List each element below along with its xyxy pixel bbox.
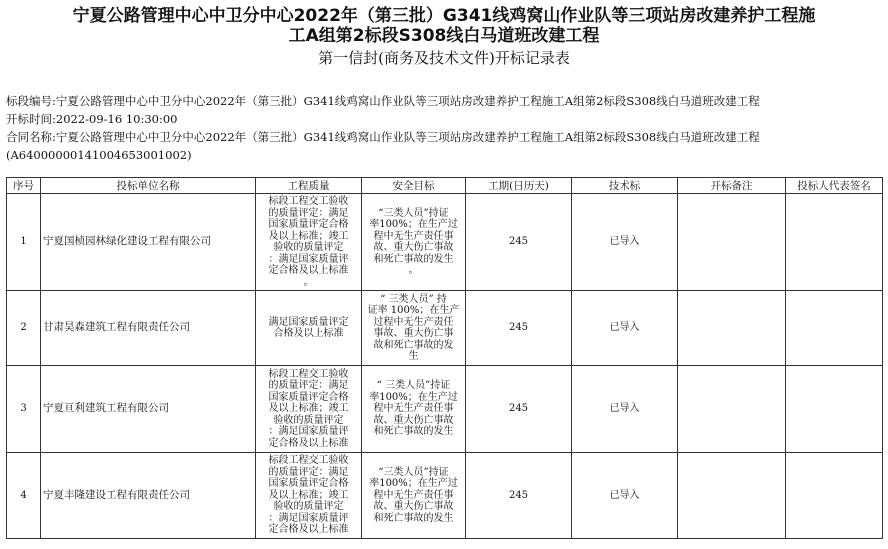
bid-opening-table [6,177,883,539]
table-row [7,366,883,453]
tech-cell: 已导入 [572,366,678,453]
safety-cell: “三类人员”持证 率100%；在生产过 程中无生产责任事 故、重大伤亡事故 和死亡事故的发生 [362,453,466,539]
table-header-row [7,178,883,194]
remark-cell [678,366,786,453]
row-no: 1 [7,194,41,291]
table-row [7,291,883,366]
title-line-1: 宁夏公路管理中心中卫分中心2022年（第三批）G341线鸡窝山作业队等三项站房改建养护工程施 [72,6,816,26]
bidder-name: 宁夏丰隆建设工程有限责任公司 [41,453,256,539]
quality-cell: 标段工程交工验收 的质量评定：满足 国家质量评定合格 及以上标准；竣工 验收的质量评定 ：满足国家质量评 定合格及以上标准 [256,453,362,539]
remark-cell [678,453,786,539]
signature-cell [786,194,883,291]
header-remark: 开标备注 [678,178,786,194]
safety-cell: “三类人员”持证 率100%；在生产过 程中无生产责任事 故、重大伤亡事故 和死亡事故的发生 。 [362,194,466,291]
quality-cell: 标段工程交工验收 的质量评定：满足 国家质量评定合格 及以上标准；竣工 验收的质量评定 ：满足国家质量评 定合格及以上标准 。 [256,194,362,291]
contract-code: (A640000001410046530010​02) [6,148,192,162]
header-duration: 工期(日历天) [466,178,572,194]
remark-cell [678,194,786,291]
table-row [7,194,883,291]
duration-cell: 245 [466,194,572,291]
bidder-name: 甘肃昊森建筑工程有限责任公司 [41,291,256,366]
document-subtitle: 第一信封(商务及技术文件)开标记录表 [318,49,570,67]
signature-cell [786,291,883,366]
document-title [0,6,888,46]
quality-cell: 标段工程交工验收 的质量评定：满足 国家质量评定合格 及以上标准；竣工 验收的质量评定 ：满足国家质量评 定合格及以上标准 [256,366,362,453]
title-line-2: 工A组第2标段S308线白马道班改建工程 [288,26,600,46]
contract-name: 合同名称:宁夏公路管理中心中卫分中心2022年（第三批）G341线鸡窝山作业队等三项站房改建养护工程施工A组第2标段S308线白马道班改建工程 [6,130,760,144]
header-safety: 安全目标 [362,178,466,194]
duration-cell: 245 [466,453,572,539]
row-no: 3 [7,366,41,453]
tech-cell: 已导入 [572,194,678,291]
remark-cell [678,291,786,366]
safety-cell: “ 三类人员” 持 证率 100%；在生产 过程中无生产责任 事故、重大伤亡事 故和死亡事故的发 生 [362,291,466,366]
header-no: 序号 [7,178,41,194]
bidder-name: 宁夏国桢园林绿化建设工程有限公司 [41,194,256,291]
table-row [7,453,883,539]
safety-cell: “ 三类人员”持证 率100%；在生产过 程中无生产责任事 故、重大伤亡事故 和死亡事故的发生 [362,366,466,453]
opening-time: 开标时间:2022-09-16 10:30:00 [6,112,178,126]
bidder-name: 宁夏亘利建筑工程有限公司 [41,366,256,453]
signature-cell [786,453,883,539]
tech-cell: 已导入 [572,291,678,366]
header-bidder: 投标单位名称 [41,178,256,194]
quality-cell: 满足国家质量评定 合格及以上标准 [256,291,362,366]
duration-cell: 245 [466,366,572,453]
section-number: 标段编号:宁夏公路管理中心中卫分中心2022年（第三批）G341线鸡窝山作业队等三项站房改建养护工程施工A组第2标段S308线白马道班改建工程 [6,94,760,108]
tech-cell: 已导入 [572,453,678,539]
duration-cell: 245 [466,291,572,366]
header-tech: 技术标 [572,178,678,194]
signature-cell [786,366,883,453]
header-signature: 投标人代表签名 [786,178,883,194]
row-no: 2 [7,291,41,366]
header-quality: 工程质量 [256,178,362,194]
row-no: 4 [7,453,41,539]
